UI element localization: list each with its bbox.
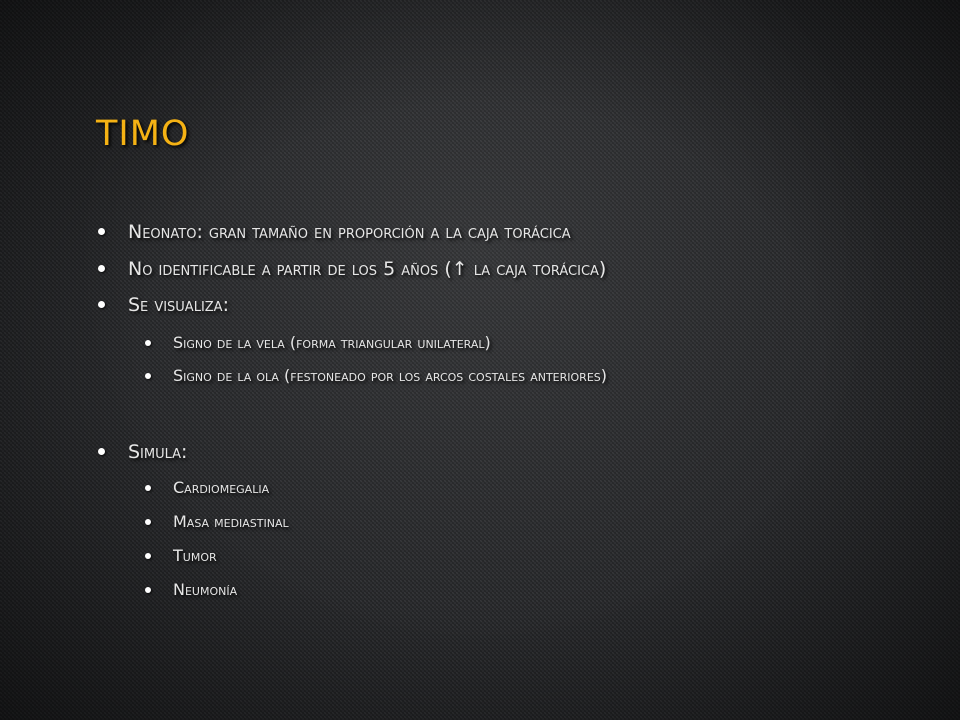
bullet-text: No identificable a partir de los 5 años (↑ la caja torácica) <box>128 258 607 280</box>
bullet-dot-icon <box>145 373 151 379</box>
bullet-dot-icon <box>98 448 105 455</box>
sub-bullet-item <box>173 512 289 532</box>
sub-bullet-item <box>173 546 217 566</box>
bullet-item <box>128 220 571 244</box>
sub-bullet-item <box>173 333 491 353</box>
bullet-text: Neonato: gran tamaño en proporción a la caja torácica <box>128 221 571 243</box>
sub-bullet-text: Signo de la vela (forma triangular unilateral) <box>173 333 491 352</box>
sub-bullet-item <box>173 366 607 386</box>
sub-bullet-text: Neumonía <box>173 580 238 599</box>
bullet-dot-icon <box>145 587 151 593</box>
bullet-dot-icon <box>98 228 105 235</box>
sub-bullet-text: Signo de la ola (festoneado por los arcos costales anteriores) <box>173 366 607 385</box>
bullet-text: Se visualiza: <box>128 294 229 316</box>
bullet-item <box>128 293 229 317</box>
sub-bullet-text: Masa mediastinal <box>173 512 289 531</box>
bullet-dot-icon <box>145 519 151 525</box>
bullet-text: Simula: <box>128 441 188 463</box>
sub-bullet-text: Cardiomegalia <box>173 478 270 497</box>
sub-bullet-text: Tumor <box>173 546 217 565</box>
sub-bullet-item <box>173 478 269 498</box>
bullet-dot-icon <box>145 340 151 346</box>
bullet-dot-icon <box>98 301 105 308</box>
bullet-dot-icon <box>98 265 105 272</box>
bullet-item <box>128 440 187 464</box>
slide-title: TIMO <box>96 114 190 154</box>
sub-bullet-item <box>173 580 237 600</box>
bullet-item <box>128 257 606 281</box>
bullet-dot-icon <box>145 553 151 559</box>
bullet-dot-icon <box>145 485 151 491</box>
